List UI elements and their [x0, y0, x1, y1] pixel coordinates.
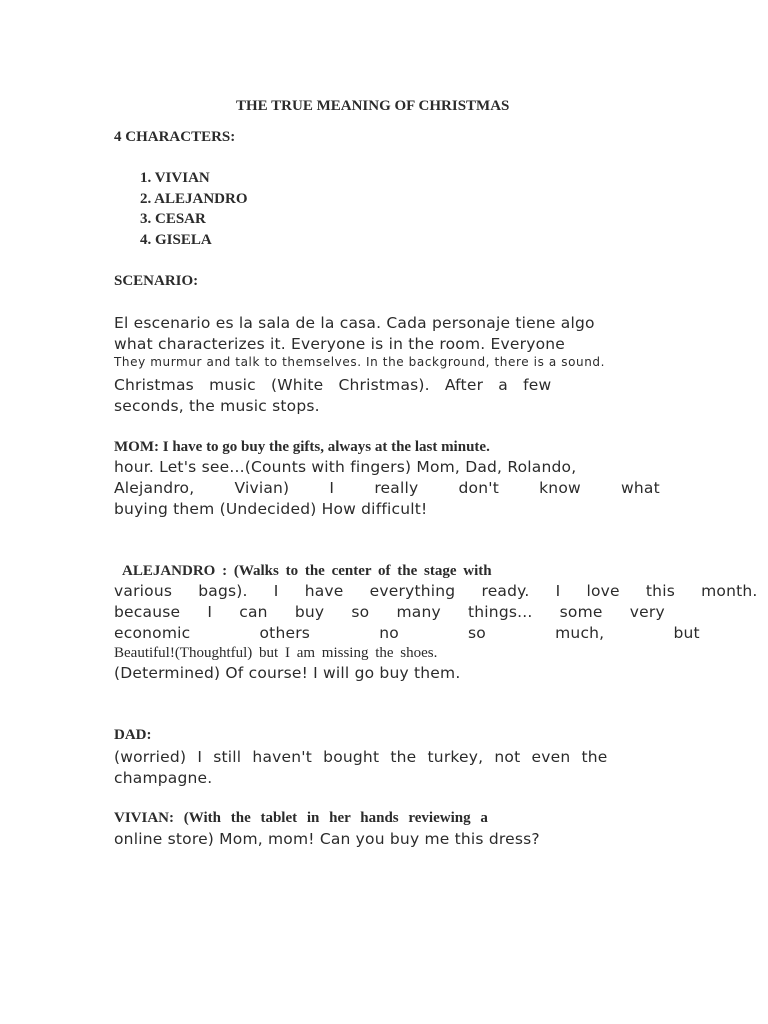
alejandro-line: (Determined) Of course! I will go buy them. [114, 664, 461, 682]
vivian-heading: VIVIAN: (With the tablet in her hands reviewing a [114, 810, 488, 826]
dad-heading: DAD: [114, 727, 152, 743]
scenario-line: what characterizes it. Everyone is in the room. Everyone [114, 335, 566, 353]
document-title: THE TRUE MEANING OF CHRISTMAS [236, 98, 510, 114]
alejandro-line: economic others no so much, but [114, 624, 700, 642]
scenario-line: El escenario es la sala de la casa. Cada personaje tiene algo [114, 314, 595, 332]
characters-heading: 4 CHARACTERS: [114, 129, 236, 145]
mom-line: hour. Let's see...(Counts with fingers) Mom, Dad, Rolando, [114, 458, 577, 476]
mom-heading: MOM: I have to go buy the gifts, always at the last minute. [114, 439, 490, 455]
character-item-cesar: 3. CESAR [140, 211, 206, 227]
alejandro-line: because I can buy so many things... some very [114, 603, 665, 621]
mom-line: buying them (Undecided) How difficult! [114, 500, 428, 518]
alejandro-heading: ALEJANDRO : (Walks to the center of the stage with [122, 563, 492, 579]
scenario-line: They murmur and talk to themselves. In the background, there is a sound. [114, 355, 606, 369]
alejandro-line: Beautiful!(Thoughtful) but I am missing the shoes. [114, 645, 438, 661]
vivian-line: online store) Mom, mom! Can you buy me this dress? [114, 830, 540, 848]
character-item-gisela: 4. GISELA [140, 232, 212, 248]
character-item-alejandro: 2. ALEJANDRO [140, 191, 248, 207]
scenario-heading: SCENARIO: [114, 273, 199, 289]
mom-line: Alejandro, Vivian) I really don't know what [114, 479, 660, 497]
scenario-line: Christmas music (White Christmas). After a few [114, 376, 552, 394]
dad-line: champagne. [114, 769, 213, 787]
dad-line: (worried) I still haven't bought the turkey, not even the [114, 748, 608, 766]
character-item-vivian: 1. VIVIAN [140, 170, 210, 186]
alejandro-line: various bags). I have everything ready. I love this month. [114, 582, 758, 600]
scenario-line: seconds, the music stops. [114, 397, 320, 415]
